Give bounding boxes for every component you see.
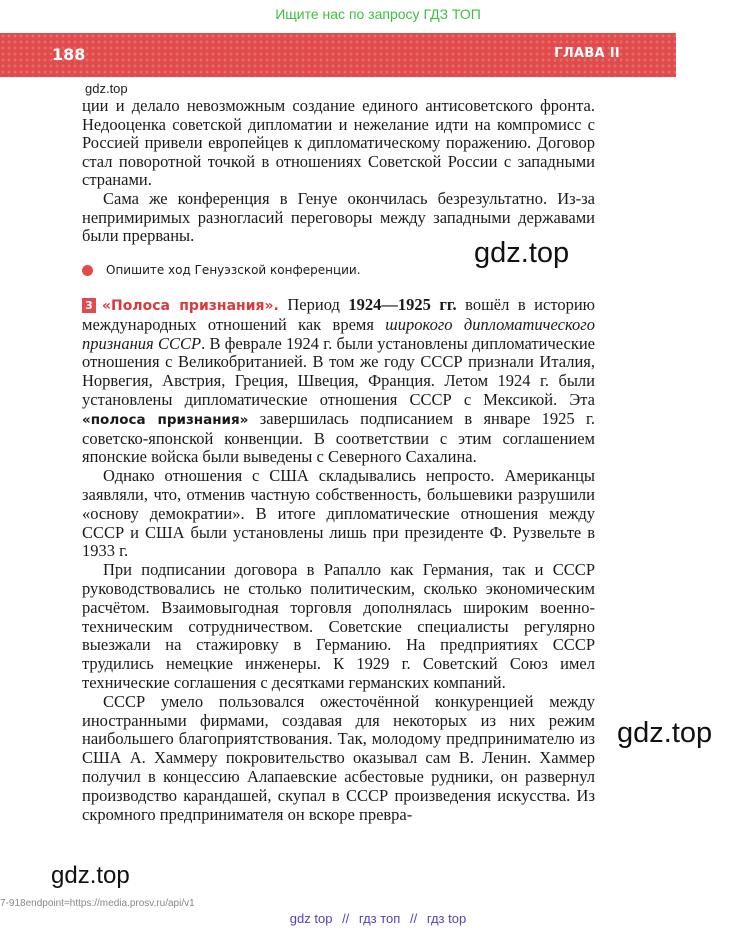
section-paragraph: Однако отношения с США складывались непросто. Американцы заявляли, что, отменив частную собственность, большевики разрушили «основу демократии». В итоге дипломатические отношения между СССР и США были установлены лишь при президенте Ф. Рузвельте в 1933 г.: [82, 466, 595, 561]
footer-link[interactable]: gdz top: [289, 911, 333, 926]
task-text: Опишите ход Генуэзской конференции.: [106, 263, 361, 277]
text-run: вошёл в историю международных отношений как время: [82, 295, 595, 334]
page-header-band: [0, 33, 676, 77]
footer-link[interactable]: гдз топ: [358, 911, 401, 926]
section-paragraph: СССР умело пользовался ожесточённой конкуренцией между иностранными фирмами, создавая для некоторых из них режим наибольшего благоприятствования. Так, молодому предпринимателю из США А. Хаммеру покровительство оказывал сам В. Ленин. Хаммер получил в концессию Алапаевские асбестовые рудники, он развернул производство карандашей, скупал в СССР произведения искусства. Из скромного предпринимателя он вскоре превра-: [82, 691, 595, 824]
bullet-dot-icon: [82, 265, 93, 276]
footer-link[interactable]: гдз top: [426, 911, 467, 926]
section-paragraph: При подписании договора в Рапалло как Германия, так и СССР руководствовались не столько политическим, сколько экономическим расчётом. Взаимовыгодная торговля дополнялась широким военно-техническим сотрудничеством. Советские специалисты регулярно выезжали на стажировку в Германию. На предприятиях СССР трудились немецкие инженеры. К 1929 г. Советский Союз имел технические соглашения с десятками германских компаний.: [82, 560, 595, 692]
watermark: gdz.top: [474, 237, 570, 269]
text-run: . В феврале 1924 г. были установлены дипломатические отношения с Великобританией. В том же году СССР признали Италия, Норвегия, Австрия, Греция, Швеция, Франция. Летом 1924 г. были установлены дипломатические отношения СССР с Мексикой. Эта: [82, 333, 596, 409]
section-title: «Полоса признания».: [102, 298, 279, 314]
source-url: 7-918endpoint=https://media.prosv.ru/api/v1: [0, 898, 195, 909]
intro-paragraph: Сама же конференция в Генуе окончилась безрезультатно. Из-за непримиримых разногласий переговоры между западными державами были прерваны.: [82, 188, 595, 246]
watermark: gdz.top: [51, 862, 130, 889]
watermark-small: gdz.top: [85, 81, 128, 96]
footer-links: [0, 911, 756, 926]
years-bold: 1924—1925 гг.: [348, 295, 457, 314]
text-run: завершилась подписанием в январе 1925 г. советско-японской конвенции. В соответствии с этим соглашением японские войска были выведены с Северного Сахалина.: [82, 408, 595, 467]
italic-phrase: широкого дипломатического признания СССР: [82, 314, 595, 353]
footer-separator: //: [342, 911, 350, 926]
top-banner[interactable]: Ищите нас по запросу ГДЗ ТОП: [275, 6, 481, 22]
intro-paragraph: ции и делало невозможным создание единого антисоветского фронта. Недооценка советской дипломатии и нежелание идти на компромисс с Россией привели европейцев к дипломатическому поражению. Договор стал поворотной точкой в отношениях Советской России с западными странами.: [82, 96, 595, 190]
text-run: Период: [278, 295, 349, 314]
section-3: [82, 296, 595, 824]
footer-separator: //: [409, 911, 418, 926]
intro-text: [82, 97, 595, 246]
chapter-label: ГЛАВА II: [554, 46, 620, 61]
bold-term: «полоса признания»: [82, 411, 249, 428]
section-number-badge: 3: [82, 298, 96, 313]
page-number: 188: [52, 45, 86, 64]
section-paragraph: [82, 296, 595, 467]
watermark: gdz.top: [617, 717, 713, 749]
